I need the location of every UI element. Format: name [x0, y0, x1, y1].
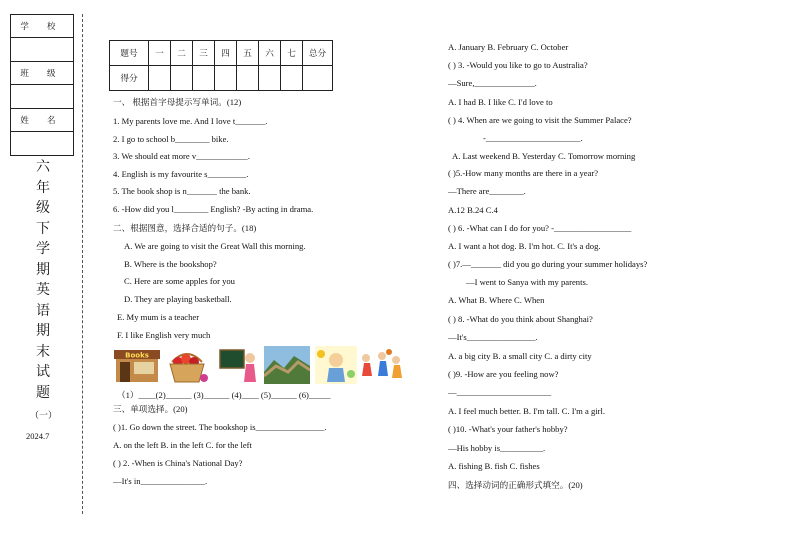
option-c: C. Here are some apples for you — [124, 276, 235, 286]
school-field[interactable] — [11, 38, 73, 62]
mc-question-10-options: A. fishing B. fish C. fishes — [448, 461, 540, 471]
mc-question-7: ( )7.—_______ did you go during your summer holidays? — [448, 259, 648, 269]
section-2-title: 二、根据图意，选择合适的句子。(18) — [113, 223, 257, 233]
option-e: E. My mum is a teacher — [117, 312, 200, 322]
mc-question-2: ( ) 2. -When is China's National Day? — [113, 458, 243, 468]
score-header-cell: 六 — [259, 41, 281, 66]
title-char: 期 — [36, 262, 50, 278]
score-cell[interactable] — [215, 66, 237, 91]
score-cell[interactable] — [193, 66, 215, 91]
score-cell[interactable] — [237, 66, 259, 91]
mc-question-8-answer: —It's________________. — [448, 332, 538, 342]
mc-question-8: ( ) 8. -What do you think about Shanghai? — [448, 314, 593, 324]
question-1-2: 2. I go to school b________ bike. — [113, 134, 229, 144]
title-char: 末 — [36, 344, 50, 360]
title-char: 试 — [36, 365, 50, 380]
bookshop-sign: Books — [125, 351, 149, 360]
mc-question-10: ( )10. -What's your father's hobby? — [448, 424, 568, 434]
mc-question-3-options: A. I had B. I like C. I'd love to — [448, 97, 553, 107]
score-cell[interactable] — [149, 66, 171, 91]
mc-question-4: ( ) 4. When are we going to visit the Summer Palace? — [448, 115, 632, 125]
score-cell[interactable] — [259, 66, 281, 91]
mc-question-6: ( ) 6. -What can I do for you? -__________________ — [448, 223, 632, 233]
title-char: 英 — [36, 283, 50, 298]
exam-title-vertical — [36, 158, 50, 404]
name-field[interactable] — [11, 132, 73, 155]
mc-question-4-options: A. Last weekend B. Yesterday C. Tomorrow morning — [452, 151, 636, 161]
mc-question-3: ( ) 3. -Would you like to go to Australia? — [448, 60, 588, 70]
score-header-cell: 三 — [193, 41, 215, 66]
mc-question-6-options: A. I want a hot dog. B. I'm hot. C. It's a dog. — [448, 241, 601, 251]
school-label: 学 校 — [11, 15, 73, 38]
question-1-6: 6. -How did you l________ English? -By acting in drama. — [113, 204, 314, 214]
basketball-picture — [358, 346, 402, 384]
mc-question-4-answer: -______________________. — [483, 133, 583, 143]
score-cell[interactable] — [303, 66, 333, 91]
section-3-title: 三、单项选择。(20) — [113, 404, 188, 414]
title-char: 期 — [36, 324, 50, 339]
title-char: 六 — [36, 160, 50, 175]
title-char: 年 — [36, 180, 50, 196]
apple-basket-picture — [164, 346, 210, 384]
title-char: 级 — [36, 201, 50, 216]
title-char: 学 — [36, 242, 50, 257]
option-b: B. Where is the bookshop? — [124, 259, 217, 269]
english-picture — [315, 346, 357, 384]
mc-question-5-options: A.12 B.24 C.4 — [448, 205, 498, 215]
score-row-label: 得分 — [110, 66, 149, 91]
mc-question-1-options: A. on the left B. in the left C. for the left — [113, 440, 252, 450]
score-header-cell: 五 — [237, 41, 259, 66]
score-header-cell: 一 — [149, 41, 171, 66]
fold-line — [82, 14, 83, 514]
score-header-row — [110, 41, 333, 66]
name-label: 姓 名 — [11, 109, 73, 132]
teacher-picture — [218, 346, 258, 384]
question-1-5: 5. The book shop is n_______ the bank. — [113, 186, 251, 196]
mc-question-5: ( )5.-How many months are there in a year? — [448, 168, 599, 178]
mc-question-9-answer: —______________________ — [448, 387, 552, 397]
section-1-title: 一、 根据首字母提示写单词。(12) — [113, 97, 242, 107]
mc-question-9-options: A. I feel much better. B. I'm tall. C. I'm a girl. — [448, 406, 606, 416]
score-header-cell: 题号 — [110, 41, 149, 66]
mc-question-8-options: A. a big city B. a small city C. a dirty city — [448, 351, 592, 361]
student-info-box — [10, 14, 74, 156]
mc-question-2-options: A. January B. February C. October — [448, 42, 569, 52]
title-char: 题 — [36, 385, 50, 401]
title-char: 语 — [36, 303, 50, 319]
score-row — [110, 66, 333, 91]
mc-question-10-answer: —His hobby is__________. — [448, 443, 546, 453]
picture-answer-blanks[interactable]: （1）____(2)______ (3)______ (4)____ (5)______ (6)_____ — [117, 390, 331, 400]
mc-question-5-answer: —There are________. — [448, 186, 526, 196]
mc-question-1: ( )1. Go down the street. The bookshop is________________. — [113, 422, 327, 432]
option-f: F. I like English very much — [117, 330, 211, 340]
section-4-title: 四、选择动词的正确形式填空。(20) — [448, 480, 583, 490]
mc-question-2-answer: —It's in_______________. — [113, 476, 208, 486]
bookshop-picture — [114, 346, 160, 384]
class-field[interactable] — [11, 85, 73, 109]
score-header-cell: 总分 — [303, 41, 333, 66]
score-header-cell: 四 — [215, 41, 237, 66]
mc-question-3-answer: —Sure,______________. — [448, 78, 537, 88]
score-cell[interactable] — [171, 66, 193, 91]
score-cell[interactable] — [281, 66, 303, 91]
option-d: D. They are playing basketball. — [124, 294, 232, 304]
exam-series: （一） — [30, 410, 58, 420]
class-label: 班 级 — [11, 62, 73, 85]
mc-question-7-options: A. What B. Where C. When — [448, 295, 545, 305]
score-table — [109, 40, 333, 91]
great-wall-picture — [264, 346, 310, 384]
score-header-cell: 二 — [171, 41, 193, 66]
mc-question-9: ( )9. -How are you feeling now? — [448, 369, 559, 379]
question-1-4: 4. English is my favourite s_________. — [113, 169, 249, 179]
question-1-1: 1. My parents love me. And I love t_______. — [113, 116, 268, 126]
mc-question-7-answer: —I went to Sanya with my parents. — [466, 277, 588, 287]
question-1-3: 3. We should eat more v____________. — [113, 151, 250, 161]
score-header-cell: 七 — [281, 41, 303, 66]
exam-date: 2024.7 — [26, 431, 50, 441]
title-char: 下 — [36, 221, 50, 237]
option-a: A. We are going to visit the Great Wall this morning. — [124, 241, 306, 251]
